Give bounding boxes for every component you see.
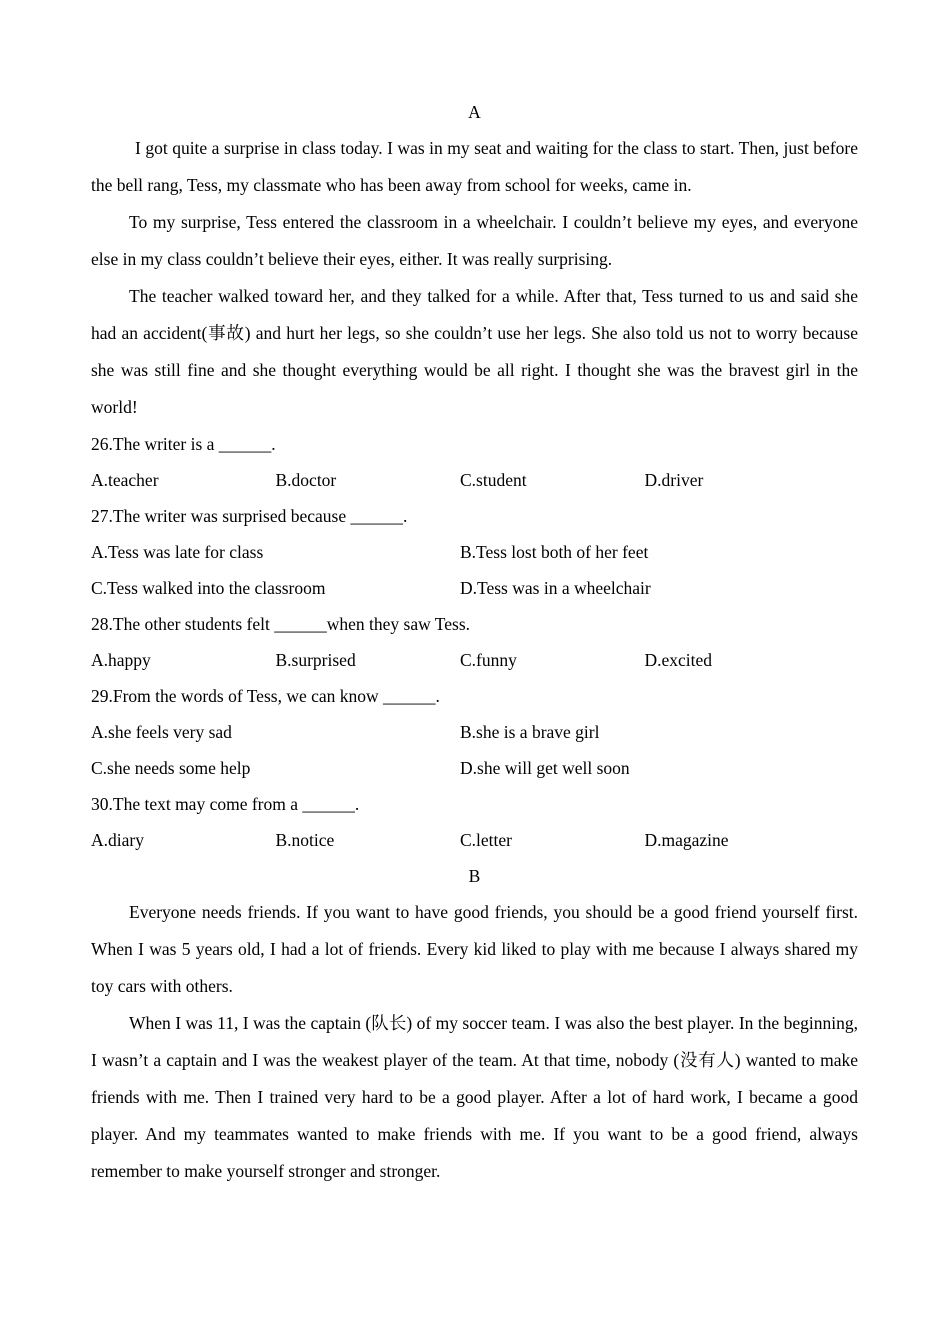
question-26-stem: 26.The writer is a ______. — [91, 434, 276, 454]
option-b: B.Tess lost both of her feet — [460, 542, 649, 562]
option-c: C.student — [460, 470, 527, 490]
option-a: A.happy — [91, 650, 151, 670]
passage-a-paragraph: The teacher walked toward her, and they talked for a while. After that, Tess turned to us and said she had an accident(事故) and hurt her legs, so she couldn’t use her legs. She also told us not to worry because she was still fine and she thought everything would be all right. I thought she was the bravest girl in the world! — [91, 286, 858, 417]
option-b: B.doctor — [275, 470, 337, 490]
option-a: A.she feels very sad — [91, 722, 232, 742]
question-28-stem: 28.The other students felt ______when they saw Tess. — [91, 614, 471, 634]
option-c: C.Tess walked into the classroom — [91, 578, 326, 598]
passage-b-heading: B — [468, 866, 481, 886]
passage-b-paragraph: When I was 11, I was the captain (队长) of my soccer team. I was also the best player. In the beginning, I wasn’t a captain and I was the weakest player of the team. At that time, nobody (没有人) wanted to make friends with me. Then I trained very hard to be a good player. After a lot of hard work, I became a good player. And my teammates wanted to make friends with me. If you want to be a good friend, always remember to make yourself stronger and stronger. — [91, 1013, 858, 1181]
question-27-options-row-2 — [91, 570, 858, 606]
document-content — [91, 94, 858, 1190]
passage-a-heading: A — [468, 102, 481, 122]
option-c: C.letter — [460, 830, 512, 850]
option-c: C.she needs some help — [91, 758, 251, 778]
question-27-options-row-1 — [91, 534, 858, 570]
option-a: A.teacher — [91, 470, 159, 490]
question-30-options — [91, 822, 858, 858]
option-b: B.surprised — [275, 650, 356, 670]
question-29-options-row-1 — [91, 714, 858, 750]
option-b: B.notice — [275, 830, 335, 850]
option-d: D.driver — [644, 470, 704, 490]
option-d: D.she will get well soon — [460, 758, 630, 778]
passage-b-paragraph: Everyone needs friends. If you want to have good friends, you should be a good friend yourself first. When I was 5 years old, I had a lot of friends. Every kid liked to play with me because I always shared my toy cars with others. — [91, 902, 858, 996]
passage-a-paragraph: To my surprise, Tess entered the classroom in a wheelchair. I couldn’t believe my eyes, and everyone else in my class couldn’t believe their eyes, either. It was really surprising. — [91, 212, 858, 269]
option-a: A.Tess was late for class — [91, 542, 264, 562]
option-b: B.she is a brave girl — [460, 722, 600, 742]
question-29-stem: 29.From the words of Tess, we can know ______. — [91, 686, 440, 706]
option-d: D.excited — [644, 650, 713, 670]
question-28-options — [91, 642, 858, 678]
question-30-stem: 30.The text may come from a ______. — [91, 794, 360, 814]
question-27-stem: 27.The writer was surprised because ______. — [91, 506, 408, 526]
option-d: D.Tess was in a wheelchair — [460, 578, 651, 598]
passage-a-paragraph: I got quite a surprise in class today. I was in my seat and waiting for the class to start. Then, just before the bell rang, Tess, my classmate who has been away from school for weeks, came in. — [91, 138, 858, 195]
option-c: C.funny — [460, 650, 517, 670]
option-d: D.magazine — [644, 830, 729, 850]
option-a: A.diary — [91, 830, 144, 850]
question-26-options — [91, 462, 858, 498]
question-29-options-row-2 — [91, 750, 858, 786]
